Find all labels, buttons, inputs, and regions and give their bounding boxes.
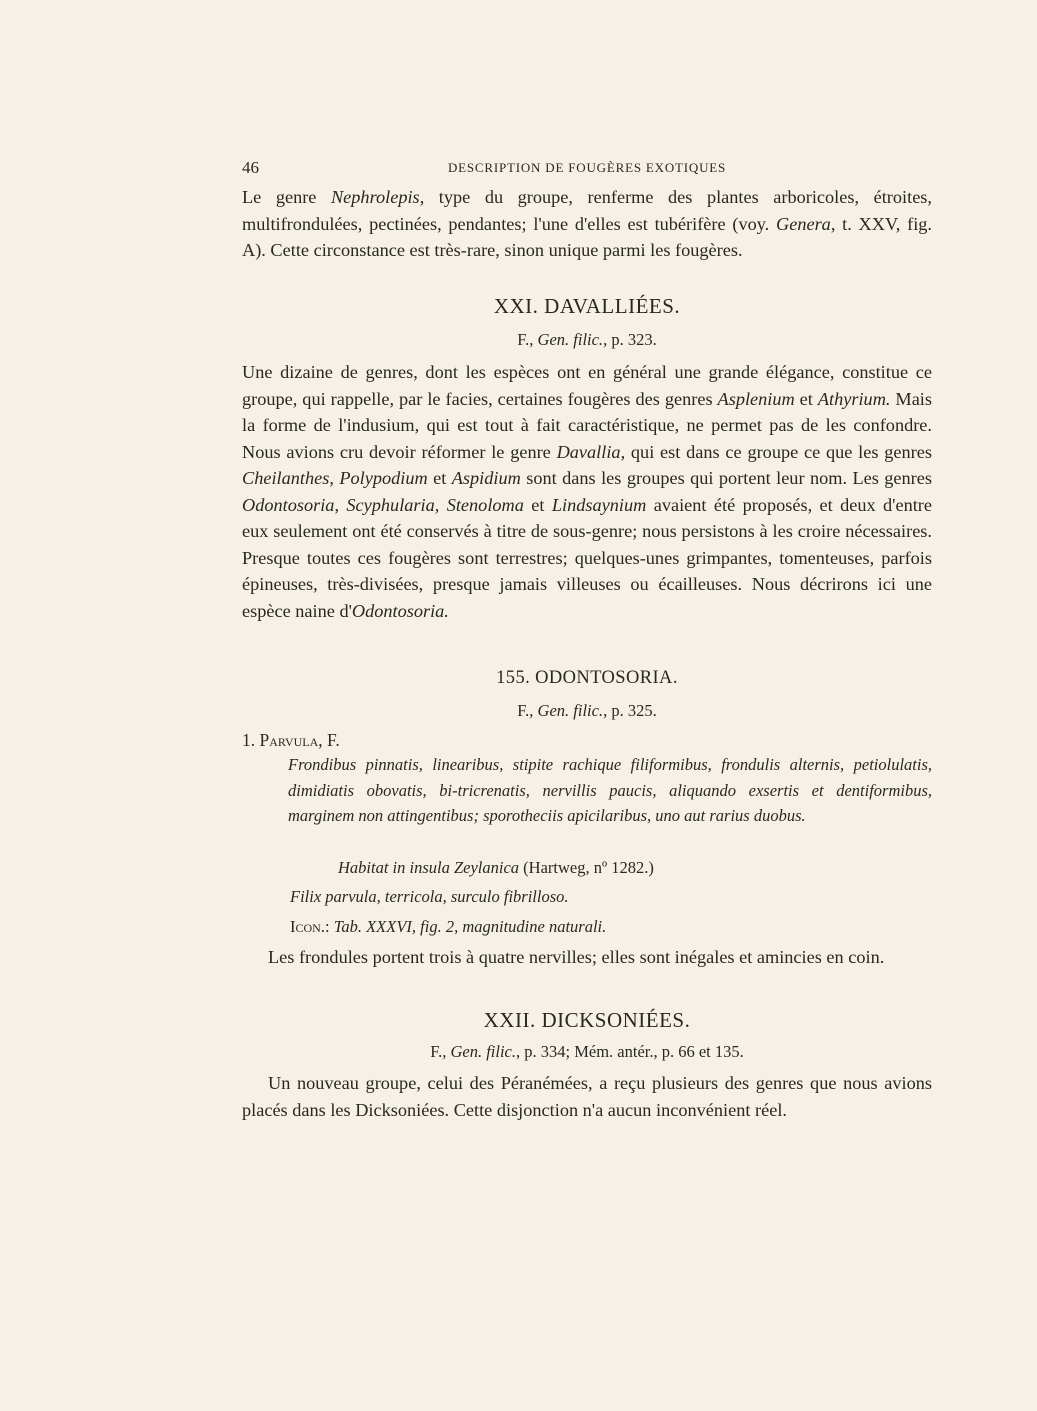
- species-diagnosis: Frondibus pinnatis, linearibus, stipite rachique filiformibus, frondulis alternis, petiolulatis, dimidiatis obovatis, bi-tricrenatis, nervillis paucis, aliquando exsertis et dentiformibus, marginem non attingentibus; sporotheciis apicilaribus, uno aut rarius duobus.: [288, 755, 932, 825]
- species-icon-ref: Icon.: Tab. XXXVI, fig. 2, magnitudine naturali.: [290, 917, 607, 936]
- species-heading: 1. Parvula, F.: [242, 730, 340, 750]
- section-paragraph-xxii: Un nouveau groupe, celui des Péranémées, a reçu plusieurs des genres que nous avions placés dans les Dicksoniées. Cette disjonction n'a aucun inconvénient réel.: [242, 1073, 932, 1120]
- intro-paragraph: Le genre Nephrolepis, type du groupe, renferme des plantes arboricoles, étroites, multifrondulées, pectinées, pendantes; l'une d'elles est tubérifère (voy. Genera, t. XXV, fig. A). Cette circonstance est très-rare, sinon unique parmi les fougères.: [242, 187, 932, 260]
- section-title-xxii: XXII. DICKSONIÉES.: [483, 1008, 691, 1032]
- page-header: [242, 158, 932, 180]
- running-title: DESCRIPTION DE FOUGÈRES EXOTIQUES: [447, 160, 727, 175]
- section-paragraph: Une dizaine de genres, dont les espèces ont en général une grande élégance, constitue ce groupe, qui rappelle, par le facies, certaines fougères des genres Asplenium et Athyrium. Mais la forme de l'indusium, qui est tout à fait caractéristique, ne permet pas de les confondre. Nous avions cru devoir réformer le genre Davallia, qui est dans ce groupe ce que les genres Cheilanthes, Polypodium et Aspidium sont dans les groupes qui portent leur nom. Les genres Odontosoria, Scyphularia, Stenoloma et Lindsaynium avaient été proposés, et deux d'entre eux seulement ont été conservés à titre de sous-genre; nous persistons à les croire nécessaires. Presque toutes ces fougères sont terrestres; quelques-unes grimpantes, tomenteuses, parfois épineuses, très-divisées, presque jamais villeuses ou écailleuses. Nous décrirons ici une espèce naine d'Odontosoria.: [242, 362, 932, 621]
- species-habitat: Habitat in insula Zeylanica (Hartweg, nº 1282.): [338, 858, 654, 877]
- genera-reference: Genera: [776, 213, 831, 234]
- genus-name: Nephrolepis: [330, 187, 420, 207]
- page-number: 46: [242, 158, 259, 177]
- section-citation-xxii: F., Gen. filic., p. 334; Mém. antér., p. 66 et 135.: [430, 1042, 744, 1061]
- species-remark: Les frondules portent trois à quatre nervilles; elles sont inégales et amincies en coin.: [268, 947, 885, 967]
- section-citation: F., Gen. filic., p. 323.: [517, 330, 657, 349]
- genus-title: 155. ODONTOSORIA.: [496, 668, 678, 688]
- genus-citation: F., Gen. filic., p. 325.: [517, 701, 657, 720]
- species-filix: Filix parvula, terricola, surculo fibrilloso.: [290, 887, 569, 906]
- section-title: XXI. DAVALLIÉES.: [493, 294, 681, 318]
